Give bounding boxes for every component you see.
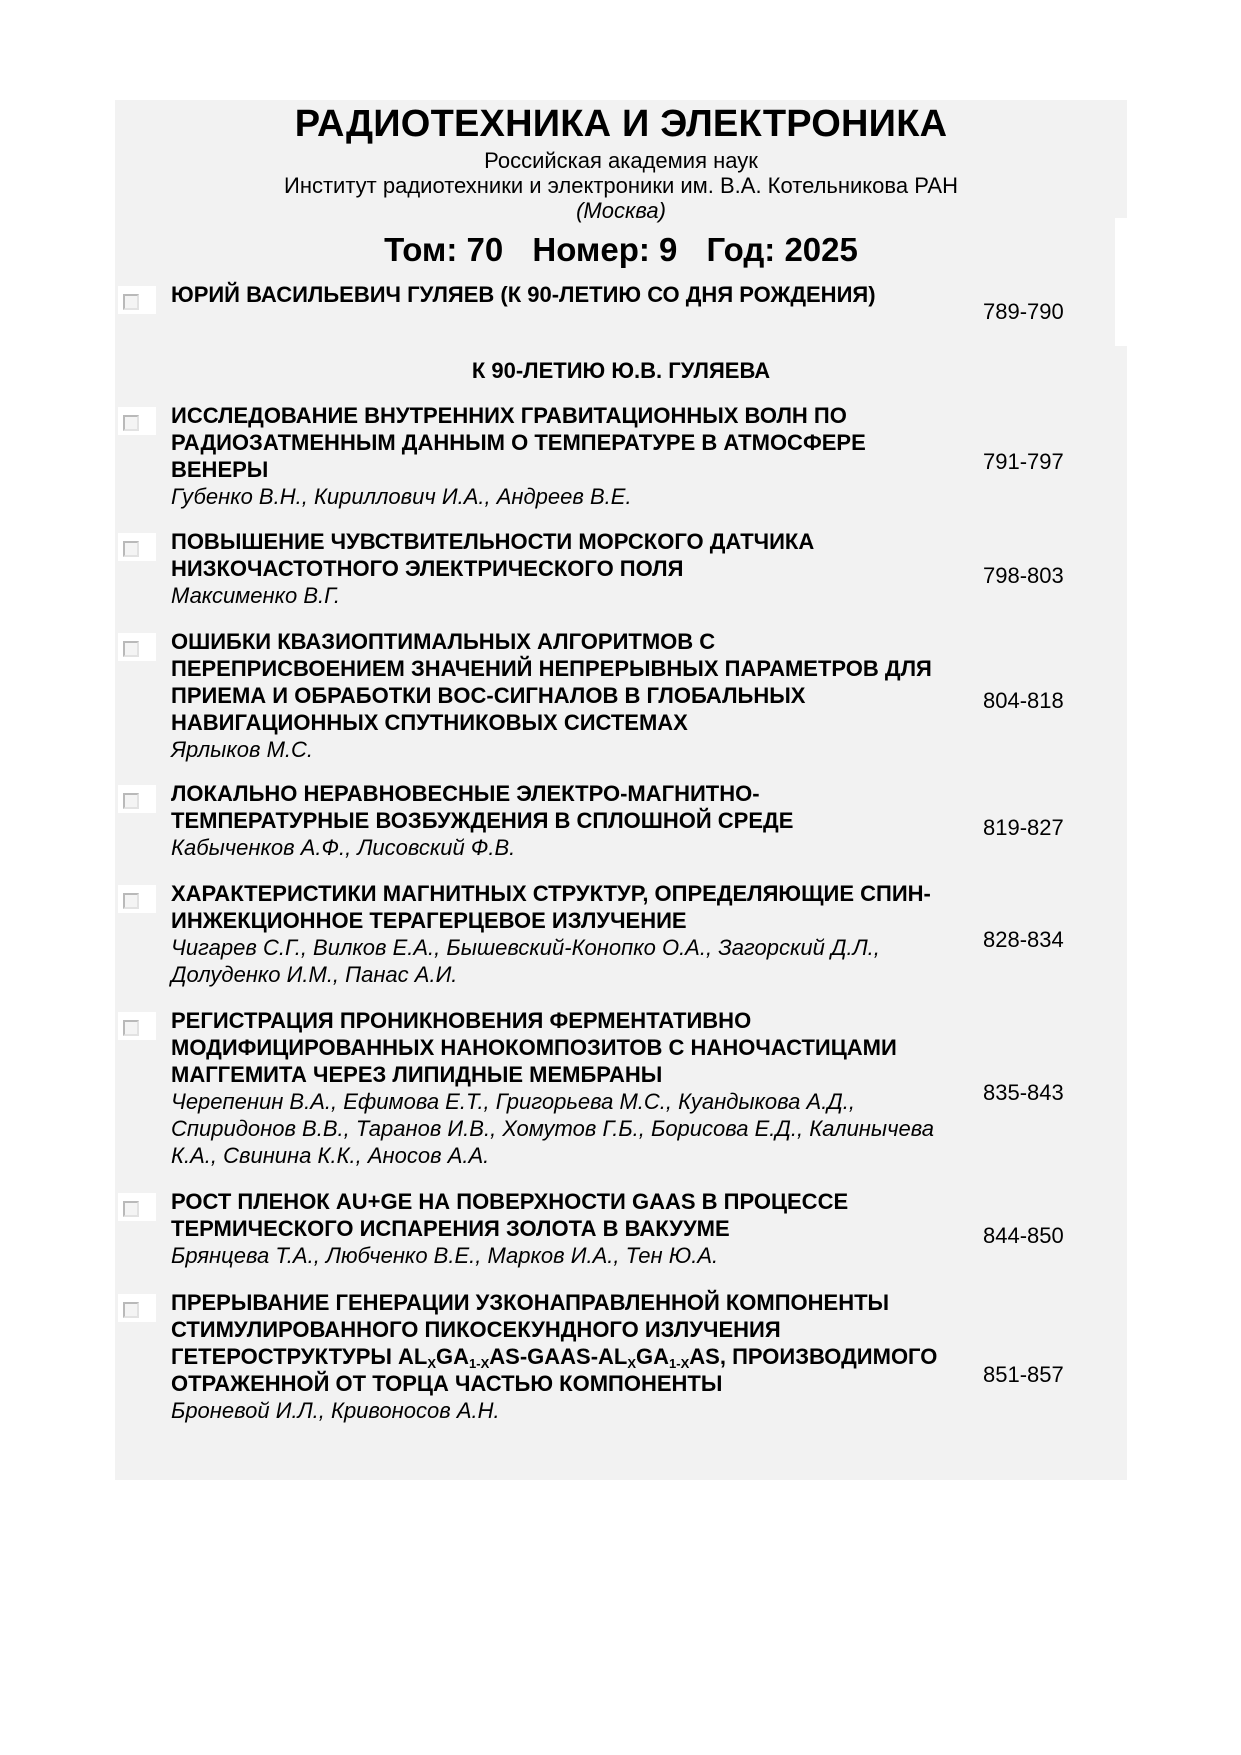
- title-part: AS-GAAS-AL: [489, 1344, 628, 1369]
- article-pages: 798-803: [983, 563, 1064, 588]
- article-title-link[interactable]: [171, 1289, 951, 1397]
- article-title-link[interactable]: ПОВЫШЕНИЕ ЧУВСТВИТЕЛЬНОСТИ МОРСКОГО ДАТЧИКА НИЗКОЧАСТОТНОГО ЭЛЕКТРИЧЕСКОГО ПОЛЯ: [171, 529, 815, 581]
- article-checkbox[interactable]: [118, 1294, 156, 1322]
- article-authors: Черепенин В.А., Ефимова Е.Т., Григорьева М.С., Куандыкова А.Д., Спиридонов В.В., Таранов И.В., Хомутов Г.Б., Борисова Е.Д., Калинычева К.А., Свинина К.К., Аносов А.А.: [171, 1089, 934, 1168]
- article-authors: Ярлыков М.С.: [171, 737, 314, 762]
- institute: Институт радиотехники и электроники им. В.А. Котельникова РАН: [284, 173, 958, 198]
- article-title: [171, 780, 951, 861]
- checkbox-icon: [123, 415, 139, 431]
- article-title: [171, 402, 951, 510]
- checkbox-icon: [123, 1201, 139, 1217]
- journal-header: [115, 100, 1127, 272]
- number: Номер: 9: [532, 231, 678, 268]
- article-authors: Губенко В.Н., Кириллович И.А., Андреев В.Е.: [171, 484, 632, 509]
- article-title-link[interactable]: ЛОКАЛЬНО НЕРАВНОВЕСНЫЕ ЭЛЕКТРО-МАГНИТНО-ТЕМПЕРАТУРНЫЕ ВОЗБУЖДЕНИЯ В СПЛОШНОЙ СРЕДЕ: [171, 781, 794, 833]
- article-pages: 835-843: [983, 1080, 1064, 1105]
- section-heading: К 90-ЛЕТИЮ Ю.В. ГУЛЯЕВА: [471, 358, 771, 383]
- article-title[interactable]: ЮРИЙ ВАСИЛЬЕВИЧ ГУЛЯЕВ (К 90-ЛЕТИЮ СО ДНЯ РОЖДЕНИЯ): [171, 282, 876, 307]
- checkbox-icon: [123, 641, 139, 657]
- article-pages: 828-834: [983, 927, 1064, 952]
- article-title-link[interactable]: РОСТ ПЛЕНОК AU+GE НА ПОВЕРХНОСТИ GAAS В ПРОЦЕССЕ ТЕРМИЧЕСКОГО ИСПАРЕНИЯ ЗОЛОТА В ВАКУУМЕ: [171, 1189, 849, 1241]
- checkbox-icon: [123, 1302, 139, 1318]
- article-authors: Кабыченков А.Ф., Лисовский Ф.В.: [171, 835, 516, 860]
- checkbox-icon: [123, 541, 139, 557]
- checkbox-icon: [123, 294, 139, 310]
- publisher: Российская академия наук: [484, 148, 758, 173]
- article-authors: Максименко В.Г.: [171, 583, 341, 608]
- volume: Том: 70: [384, 231, 504, 268]
- article-authors: Брянцева Т.А., Любченко В.Е., Марков И.А., Тен Ю.А.: [171, 1243, 719, 1268]
- article-pages: 851-857: [983, 1362, 1064, 1387]
- article-title-link[interactable]: РЕГИСТРАЦИЯ ПРОНИКНОВЕНИЯ ФЕРМЕНТАТИВНО МОДИФИЦИРОВАННЫХ НАНОКОМПОЗИТОВ С НАНОЧАСТИЦАМИ МАГГЕМИТА ЧЕРЕЗ ЛИПИДНЫЕ МЕМБРАНЫ: [171, 1008, 897, 1087]
- title-part: ПРЕРЫВАНИЕ ГЕНЕРАЦИИ УЗКОНАПРАВЛЕННОЙ КОМПОНЕНТЫ СТИМУЛИРОВАННОГО ПИКОСЕКУНДНОГО ИЗЛУЧЕНИЯ ГЕТЕРОСТРУКТУРЫ AL: [171, 1290, 890, 1369]
- article-authors: Броневой И.Л., Кривоносов А.Н.: [171, 1398, 500, 1423]
- article-authors: Чигарев С.Г., Вилков Е.А., Бышевский-Конопко О.А., Загорский Д.Л., Долуденко И.М., Панас А.И.: [171, 935, 880, 987]
- title-subscript: 1-X: [669, 1356, 690, 1371]
- issue-info: [115, 228, 1127, 272]
- journal-title: РАДИОТЕХНИКА И ЭЛЕКТРОНИКА: [294, 103, 948, 145]
- article-title: [171, 1188, 951, 1269]
- article-title: [171, 1289, 951, 1424]
- checkbox-icon: [123, 793, 139, 809]
- year: Год: 2025: [706, 231, 858, 268]
- article-checkbox[interactable]: [118, 785, 156, 813]
- article-checkbox[interactable]: [118, 1193, 156, 1221]
- article-pages: 804-818: [983, 688, 1064, 713]
- article-title: [171, 628, 951, 763]
- title-part: AS, ПРОИЗВОДИМОГО ОТРАЖЕННОЙ ОТ ТОРЦА ЧАСТЬЮ КОМПОНЕНТЫ: [171, 1344, 938, 1396]
- article-checkbox[interactable]: [118, 633, 156, 661]
- article-checkbox[interactable]: [118, 533, 156, 561]
- checkbox-icon: [123, 1020, 139, 1036]
- article-checkbox[interactable]: [118, 1012, 156, 1040]
- article-pages: 791-797: [983, 449, 1064, 474]
- article-title-link[interactable]: ИССЛЕДОВАНИЕ ВНУТРЕННИХ ГРАВИТАЦИОННЫХ ВОЛН ПО РАДИОЗАТМЕННЫМ ДАННЫМ О ТЕМПЕРАТУРЕ В АТМОСФЕРЕ ВЕНЕРЫ: [171, 403, 866, 482]
- checkbox-icon: [123, 893, 139, 909]
- article-checkbox[interactable]: [118, 286, 156, 314]
- city: (Москва): [576, 198, 666, 223]
- article-title: [171, 880, 951, 988]
- article-title: [171, 528, 951, 609]
- article-checkbox[interactable]: [118, 407, 156, 435]
- article-title: [171, 1007, 951, 1169]
- article-pages: 819-827: [983, 815, 1064, 840]
- title-part: GA: [636, 1344, 670, 1369]
- article-checkbox[interactable]: [118, 885, 156, 913]
- article-title-link[interactable]: ХАРАКТЕРИСТИКИ МАГНИТНЫХ СТРУКТУР, ОПРЕДЕЛЯЮЩИЕ СПИН-ИНЖЕКЦИОННОЕ ТЕРАГЕРЦЕВОЕ ИЗЛУЧЕНИЕ: [171, 881, 931, 933]
- title-subscript: X: [627, 1356, 637, 1371]
- title-subscript: 1-X: [469, 1356, 490, 1371]
- title-part: GA: [436, 1344, 470, 1369]
- title-subscript: X: [427, 1356, 437, 1371]
- article-title-link[interactable]: ОШИБКИ КВАЗИОПТИМАЛЬНЫХ АЛГОРИТМОВ С ПЕРЕПРИСВОЕНИЕМ ЗНАЧЕНИЙ НЕПРЕРЫВНЫХ ПАРАМЕТРОВ ДЛЯ ПРИЕМА И ОБРАБОТКИ BOC-СИГНАЛОВ В ГЛОБАЛЬНЫХ НАВИГАЦИОННЫХ СПУТНИКОВЫХ СИСТЕМАХ: [171, 629, 932, 735]
- article-pages: 789-790: [983, 299, 1064, 324]
- article-pages: 844-850: [983, 1223, 1064, 1248]
